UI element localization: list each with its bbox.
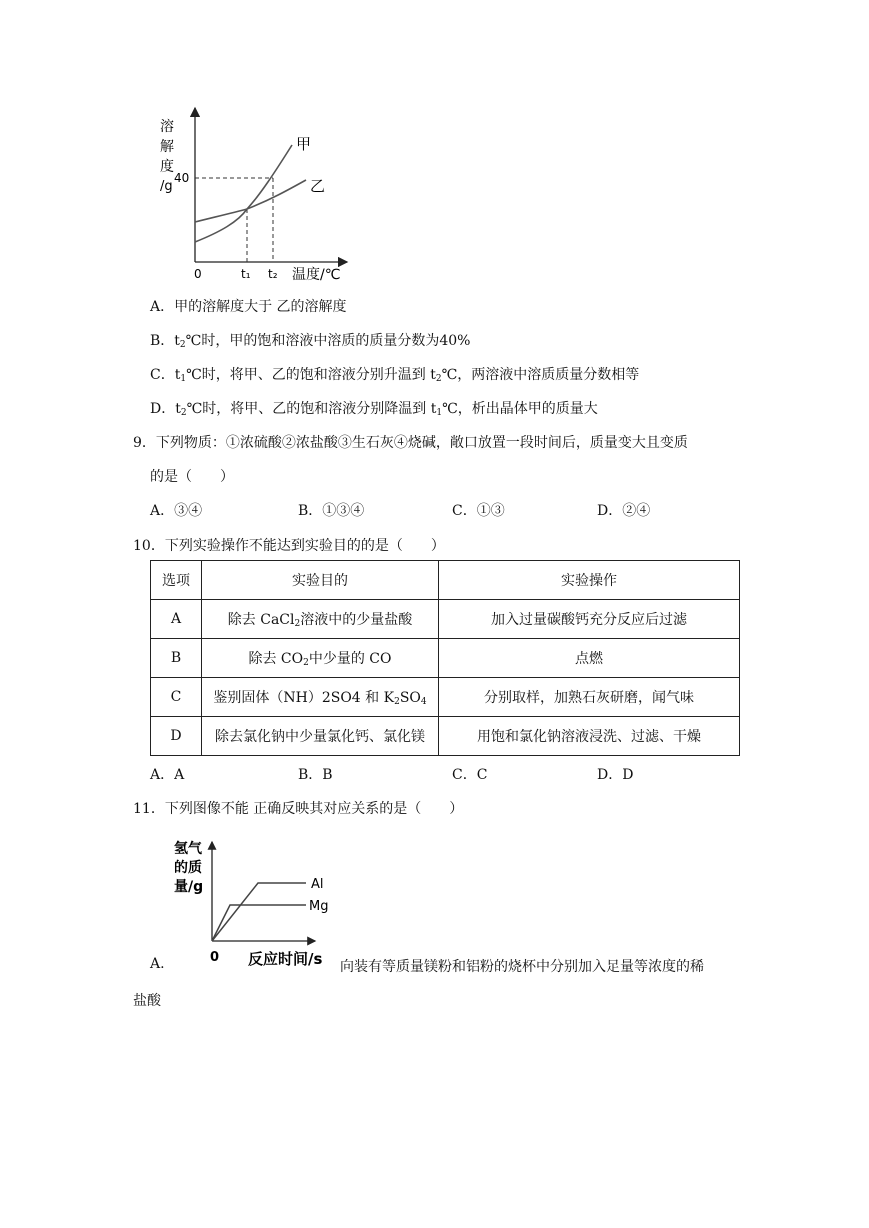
row-purpose: 鉴别固体（NH）2SO4 和 $K_2SO_4$ xyxy=(202,678,439,717)
q8-option-a: A．甲的溶解度大于 乙的溶解度 xyxy=(150,299,347,315)
table-row xyxy=(151,600,740,639)
solubility-graph xyxy=(150,100,370,290)
table-row xyxy=(151,639,740,678)
row-option: C xyxy=(151,678,202,717)
row-operation: 用饱和氯化钠溶液浸洗、过滤、干燥 xyxy=(439,717,740,756)
header-option: 选项 xyxy=(151,561,202,600)
experiment-table xyxy=(150,560,740,756)
t1-label: t₁ xyxy=(241,267,251,281)
q10-stem: 10．下列实验操作不能达到实验目的的是（ ） xyxy=(133,538,445,554)
y-label-1: 氢气 xyxy=(174,841,202,857)
y-label-4: /g xyxy=(160,179,173,194)
q8-option-c: C．$t_1℃$时，将甲、乙的饱和溶液分别升温到 $t_2℃$，两溶液中溶质质量分数相等 xyxy=(150,367,640,384)
row-operation: 分别取样，加熟石灰研磨，闻气味 xyxy=(439,678,740,717)
curve-jia xyxy=(195,145,292,242)
q10-option-c: C．C xyxy=(452,767,488,783)
y-label-3: 度 xyxy=(160,159,174,175)
q10-option-a: A．A xyxy=(150,767,185,783)
table-row xyxy=(151,678,740,717)
q8-option-d: D．$t_2℃$时，将甲、乙的饱和溶液分别降温到 $t_1℃$，析出晶体甲的质量大 xyxy=(150,401,598,418)
q9-option-c: C．①③ xyxy=(452,503,505,519)
row-purpose: 除去氯化钠中少量氯化钙、氯化镁 xyxy=(202,717,439,756)
row-purpose: 除去 CaCl$_2$溶液中的少量盐酸 xyxy=(202,600,439,639)
y-label-2: 解 xyxy=(160,139,174,155)
x-axis-label: 反应时间/s xyxy=(248,950,323,968)
label-jia: 甲 xyxy=(296,135,312,153)
label-mg: Mg xyxy=(309,899,329,914)
q11-option-a-text-line2: 盐酸 xyxy=(133,993,161,1009)
label-al: Al xyxy=(311,877,324,892)
q9-stem-line1: 9．下列物质：①浓硫酸②浓盐酸③生石灰④烧碱，敞口放置一段时间后，质量变大且变质 xyxy=(133,435,688,451)
q11-option-a-text-line1: 向装有等质量镁粉和铝粉的烧杯中分别加入足量等浓度的稀 xyxy=(340,959,704,975)
origin-label: 0 xyxy=(194,267,202,281)
origin-label: 0 xyxy=(210,950,220,965)
q9-option-b: B．①③④ xyxy=(298,503,365,519)
q9-option-a: A．③④ xyxy=(150,503,203,519)
row-operation: 点燃 xyxy=(439,639,740,678)
y-label-1: 溶 xyxy=(160,119,174,135)
q9-stem-line2: 的是（ ） xyxy=(150,469,234,485)
table-header-row xyxy=(151,561,740,600)
row-option: D xyxy=(151,717,202,756)
q11-stem: 11．下列图像不能 正确反映其对应关系的是（ ） xyxy=(133,801,464,817)
label-yi: 乙 xyxy=(310,177,326,195)
q11-option-a-label: A. xyxy=(150,956,165,972)
q10-option-b: B．B xyxy=(298,767,333,783)
header-operation: 实验操作 xyxy=(439,561,740,600)
x-axis-label: 温度/℃ xyxy=(292,267,341,283)
q8-option-b: B．$t_2℃$时，甲的饱和溶液中溶质的质量分数为40% xyxy=(150,333,471,350)
curve-yi xyxy=(195,180,306,222)
row-purpose: 除去 $CO_2$中少量的 CO xyxy=(202,639,439,678)
y-label-2: 的质 xyxy=(174,860,202,876)
t2-label: t₂ xyxy=(268,267,278,281)
q9-option-d: D．②④ xyxy=(597,503,651,519)
hydrogen-graph xyxy=(170,834,340,974)
row-option: B xyxy=(151,639,202,678)
y-label-3: 量/g xyxy=(174,879,204,895)
header-purpose: 实验目的 xyxy=(202,561,439,600)
y-tick-40: 40 xyxy=(174,171,190,185)
table-row xyxy=(151,717,740,756)
q10-option-d: D．D xyxy=(597,767,634,783)
row-operation: 加入过量碳酸钙充分反应后过滤 xyxy=(439,600,740,639)
row-option: A xyxy=(151,600,202,639)
